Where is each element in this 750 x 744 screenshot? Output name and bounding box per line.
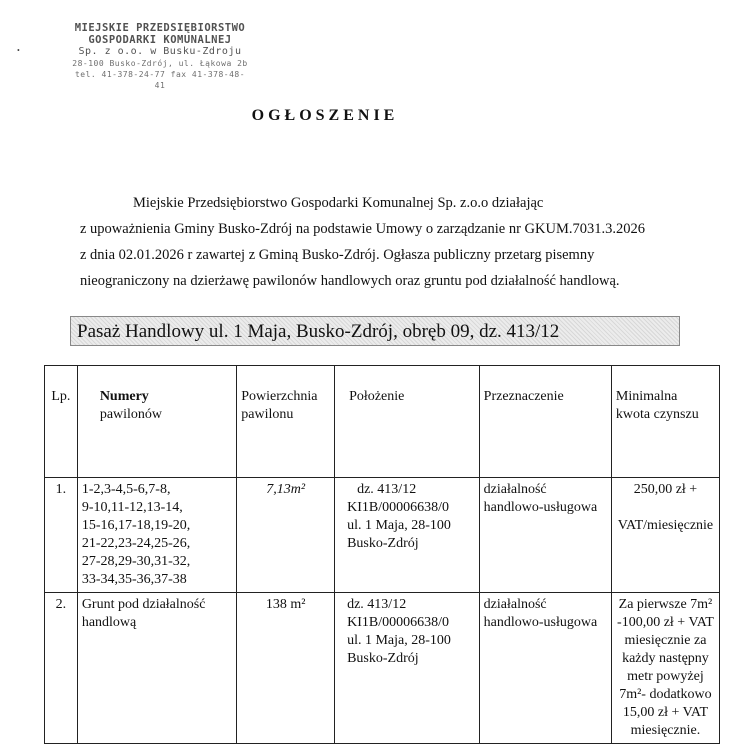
cell-line: -100,00 zł + VAT <box>617 615 714 630</box>
intro-line: nieograniczony na dzierżawę pawilonów handlowych oraz gruntu pod działalność handlową. <box>80 273 620 289</box>
cell-line: 33-34,35-36,37-38 <box>81 572 187 587</box>
cell-line: 21-22,23-24,25-26, <box>81 536 191 551</box>
stamp-line: GOSPODARKI KOMUNALNEJ <box>88 34 232 46</box>
scan-speck: • <box>17 46 20 55</box>
cell-purpose <box>479 478 611 593</box>
cell-line: handlowo-usługowa <box>483 615 598 630</box>
header-rent: Minimalna kwota czynszu <box>611 366 719 478</box>
cell-rent <box>611 478 719 593</box>
cell-line: działalność <box>483 482 547 497</box>
cell-line: dz. 413/12 <box>357 482 417 497</box>
cell-line: miesięcznie za <box>624 633 707 648</box>
cell-rent <box>611 593 719 744</box>
cell-line: 15,00 zł + VAT <box>622 705 709 720</box>
cell-line: ul. 1 Maja, 28-100 <box>347 633 451 648</box>
cell-line: VAT/miesięcznie <box>617 518 714 533</box>
cell-numbers <box>77 478 236 593</box>
header-location: Położenie <box>335 366 480 478</box>
cell-line: KI1B/00006638/0 <box>347 500 449 515</box>
company-stamp <box>70 22 250 91</box>
cell-line: handlową <box>81 615 137 630</box>
table-header-row <box>45 366 720 478</box>
cell-line: dz. 413/12 <box>347 597 407 612</box>
cell-numbers <box>77 593 236 744</box>
stamp-line: tel. 41-378-24-77 fax 41-378-48-41 <box>74 70 246 90</box>
intro-line: Miejskie Przedsiębiorstwo Gospodarki Komunalnej Sp. z.o.o działając <box>133 195 544 211</box>
cell-location <box>335 478 480 593</box>
cell-line: 250,00 zł + <box>633 482 698 497</box>
cell-lp: 2. <box>45 593 78 744</box>
header-numbers <box>77 366 236 478</box>
cell-line: 27-28,29-30,31-32, <box>81 554 191 569</box>
header-lp: Lp. <box>45 366 78 478</box>
header-purpose: Przeznaczenie <box>479 366 611 478</box>
cell-line: ul. 1 Maja, 28-100 <box>347 518 451 533</box>
cell-line: KI1B/00006638/0 <box>347 615 449 630</box>
cell-line: Grunt pod działalność <box>81 597 206 612</box>
stamp-line: 28-100 Busko-Zdrój, ul. Łąkowa 2b <box>72 59 248 68</box>
table-row <box>45 593 720 744</box>
location-banner: Pasaż Handlowy ul. 1 Maja, Busko-Zdrój, obręb 09, dz. 413/12 <box>70 316 680 346</box>
cell-area: 7,13m² <box>237 478 335 593</box>
cell-line: 7m²- dodatkowo <box>619 687 712 702</box>
intro-paragraph <box>80 190 700 294</box>
cell-lp: 1. <box>45 478 78 593</box>
cell-line: Za pierwsze 7m² <box>618 597 713 612</box>
cell-line: 9-10,11-12,13-14, <box>81 500 183 515</box>
table-row <box>45 478 720 593</box>
cell-line: 15-16,17-18,19-20, <box>81 518 191 533</box>
cell-line: Busko-Zdrój <box>347 536 419 551</box>
tender-table <box>44 365 720 744</box>
stamp-line: Sp. z o.o. w Busku-Zdroju <box>78 46 242 57</box>
intro-line: z dnia 02.01.2026 r zawartej z Gminą Busko-Zdrój. Ogłasza publiczny przetarg pisemny <box>80 247 595 263</box>
cell-purpose <box>479 593 611 744</box>
stamp-line: MIEJSKIE PRZEDSIĘBIORSTWO <box>74 22 246 34</box>
cell-line: miesięcznie. <box>630 723 701 738</box>
cell-line: metr powyżej <box>627 669 704 684</box>
header-numbers-rest: pawilonów <box>99 407 163 422</box>
cell-location <box>335 593 480 744</box>
header-numbers-bold: Numery <box>99 389 149 404</box>
cell-line <box>616 499 715 517</box>
cell-line: Busko-Zdrój <box>347 651 419 666</box>
document-title: OGŁOSZENIE <box>251 107 399 124</box>
cell-area: 138 m² <box>237 593 335 744</box>
cell-line: każdy następny <box>622 651 709 666</box>
cell-line: działalność <box>483 597 547 612</box>
cell-line: handlowo-usługowa <box>483 500 598 515</box>
intro-line: z upoważnienia Gminy Busko-Zdrój na podstawie Umowy o zarządzanie nr GKUM.7031.3.2026 <box>80 221 645 237</box>
header-area: Powierzchnia pawilonu <box>237 366 335 478</box>
cell-line: 1-2,3-4,5-6,7-8, <box>81 482 171 497</box>
